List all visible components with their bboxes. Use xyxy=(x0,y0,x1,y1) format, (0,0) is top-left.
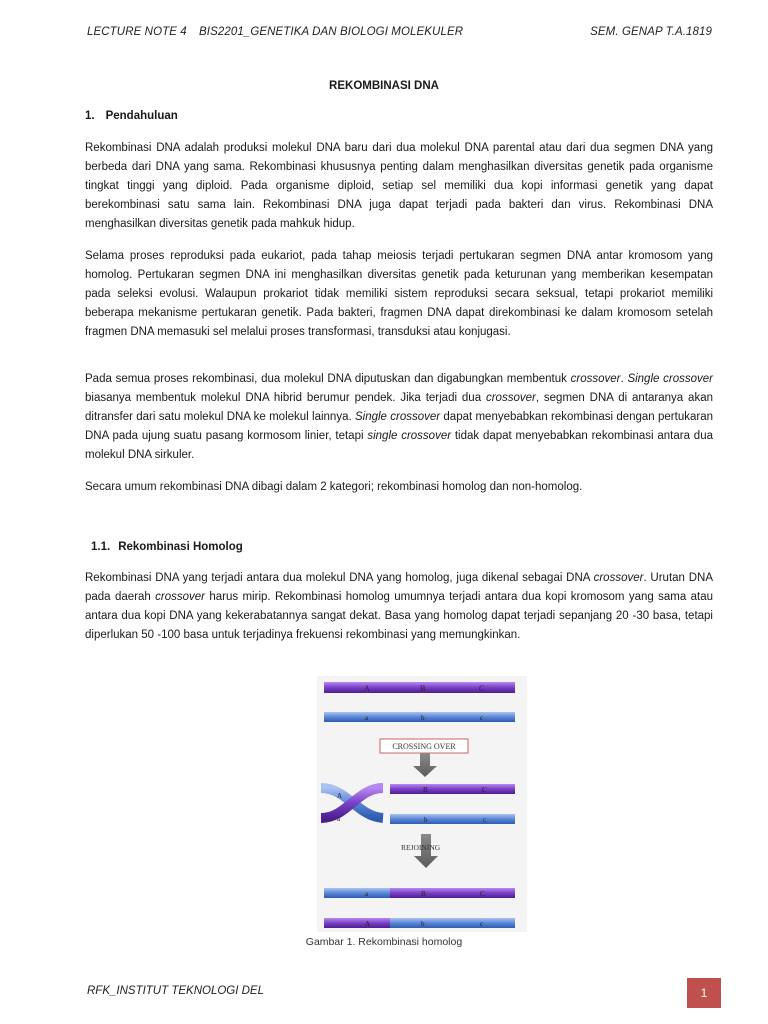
recombination-diagram xyxy=(317,676,527,932)
section-heading-1 xyxy=(85,110,178,122)
paragraph-4: Secara umum rekombinasi DNA dibagi dalam 2 kategori; rekombinasi homolog dan non-homolog. xyxy=(85,481,583,493)
recombination-figure xyxy=(317,676,527,932)
label-b: b xyxy=(424,816,428,824)
header-semester: SEM. GENAP T.A.1819 xyxy=(590,26,712,38)
label-C: C xyxy=(479,684,485,693)
label-c: c xyxy=(483,816,487,824)
paragraph-3 xyxy=(85,370,713,465)
header-course: BIS2201_GENETIKA DAN BIOLOGI MOLEKULER xyxy=(199,26,464,38)
paragraph-2: Selama proses reproduksi pada eukariot, pada tahap meiosis terjadi pertukaran segmen DNA antar kromosom yang homolog. Pertukaran segmen DNA ini menghasilkan diversitas genetik pada keturunan yang memberikan kesempatan pada seleksi evolusi. Walaupun prokariot tidak memiliki sistem reproduksi secara seksual, tetapi prokariot memiliki beberapa mekanisme pertukaran genetik. Pada bakteri, fragmen DNA dapat direkombinasi ke dalam kromosom setelah fragmen DNA memasuki sel melalui proses transformasi, transduksi atau konjugasi. xyxy=(85,250,713,338)
label-C: C xyxy=(482,786,487,794)
label-b: b xyxy=(421,920,425,928)
text-run: tidak dapat menyebabkan rekombinasi antara dua molekul DNA sirkuler. xyxy=(85,430,713,461)
paragraph-1: Rekombinasi DNA adalah produksi molekul DNA baru dari dua molekul DNA parental atau dari dua segmen DNA yang berbeda dari DNA yang sama. Rekombinasi khususnya penting dalam menghasilkan diversitas genetik pada organisme tingkat tinggi yang diploid. Pada organisme diploid, setiap sel memiliki dua kopi informasi genetik yang dapat berekombinasi satu sama lain. Rekombinasi DNA juga dapat terjadi pada bakteri dan virus. Rekombinasi DNA menghasilkan diversitas genetik pada mahkuk hidup. xyxy=(85,142,713,230)
figure-caption: Gambar 1. Rekombinasi homolog xyxy=(305,936,463,948)
label-B: B xyxy=(423,786,428,794)
dark-segment-bar xyxy=(324,918,390,928)
label-B: B xyxy=(420,684,426,693)
italic-term: crossover xyxy=(155,591,205,603)
text-run: harus mirip. Rekombinasi homolog umumnya terjadi antara dua kopi kromosom yang sama atau antara dua kopi DNA yang kekerabatannya sangat dekat. Basa yang homolog dapat terjadi sepanjang 20 -30 basa, tetapi diperlukan 50 -100 basa untuk terjadinya frekuensi rekombinasi yang memungkinkan. xyxy=(85,591,713,641)
section-title: Pendahuluan xyxy=(105,110,178,122)
page-header xyxy=(87,26,712,44)
italic-term: single crossover xyxy=(367,430,452,442)
header-lecture: LECTURE NOTE 4 xyxy=(87,26,187,38)
crossing-over-label: CROSSING OVER xyxy=(392,742,456,751)
light-chromosome-bar xyxy=(390,814,515,824)
italic-term: crossover xyxy=(570,373,621,385)
label-a: a xyxy=(365,714,369,722)
italic-term: Single crossover xyxy=(627,373,714,385)
label-a: a xyxy=(365,890,369,898)
text-run: . Urutan DNA pada daerah xyxy=(85,572,713,603)
footer-institution: RFK_INSTITUT TEKNOLOGI DEL xyxy=(87,985,264,997)
dark-segment-bar xyxy=(390,888,515,898)
label-B: B xyxy=(421,890,426,898)
label-A-crossed: A xyxy=(337,792,343,800)
label-A: A xyxy=(364,684,370,693)
italic-term: crossover xyxy=(593,572,644,584)
section-heading-1-1 xyxy=(91,541,243,553)
text-run: Pada semua proses rekombinasi, dua molekul DNA diputuskan dan digabungkan membentuk xyxy=(85,373,571,385)
text-run: dapat menyebabkan rekombinasi dengan pertukaran DNA pada ujung suatu pasang kormosom linier, tetapi xyxy=(85,411,713,442)
label-c: c xyxy=(480,714,484,722)
page-number: 1 xyxy=(687,978,721,1008)
label-a-crossed: a xyxy=(337,815,341,823)
text-run: , segmen DNA di antaranya akan ditransfer dari satu molekul DNA ke molekul lainnya. xyxy=(85,392,713,423)
document-title: REKOMBINASI DNA xyxy=(329,80,439,92)
rejoining-label: REJOINING xyxy=(401,843,441,852)
light-segment-bar xyxy=(390,918,515,928)
light-segment-bar xyxy=(324,888,390,898)
label-A: A xyxy=(365,920,371,928)
text-run: . xyxy=(620,373,628,385)
dark-chromosome-bar xyxy=(390,784,515,794)
down-arrow-icon xyxy=(413,753,437,777)
paragraph-5 xyxy=(85,569,713,645)
italic-term: Single crossover xyxy=(354,411,441,423)
section-title: Rekombinasi Homolog xyxy=(118,541,243,553)
label-C: C xyxy=(480,890,485,898)
text-run: Rekombinasi DNA yang terjadi antara dua molekul DNA yang homolog, juga dikenal sebagai DNA xyxy=(85,572,594,584)
text-run: biasanya membentuk molekul DNA hibrid berumur pendek. Jika terjadi dua xyxy=(85,392,486,404)
italic-term: crossover xyxy=(485,392,536,404)
light-chromosome-bar xyxy=(324,712,515,722)
section-number: 1.1. xyxy=(91,541,111,553)
section-number: 1. xyxy=(85,110,95,122)
label-b: b xyxy=(421,714,425,722)
label-c: c xyxy=(480,920,484,928)
